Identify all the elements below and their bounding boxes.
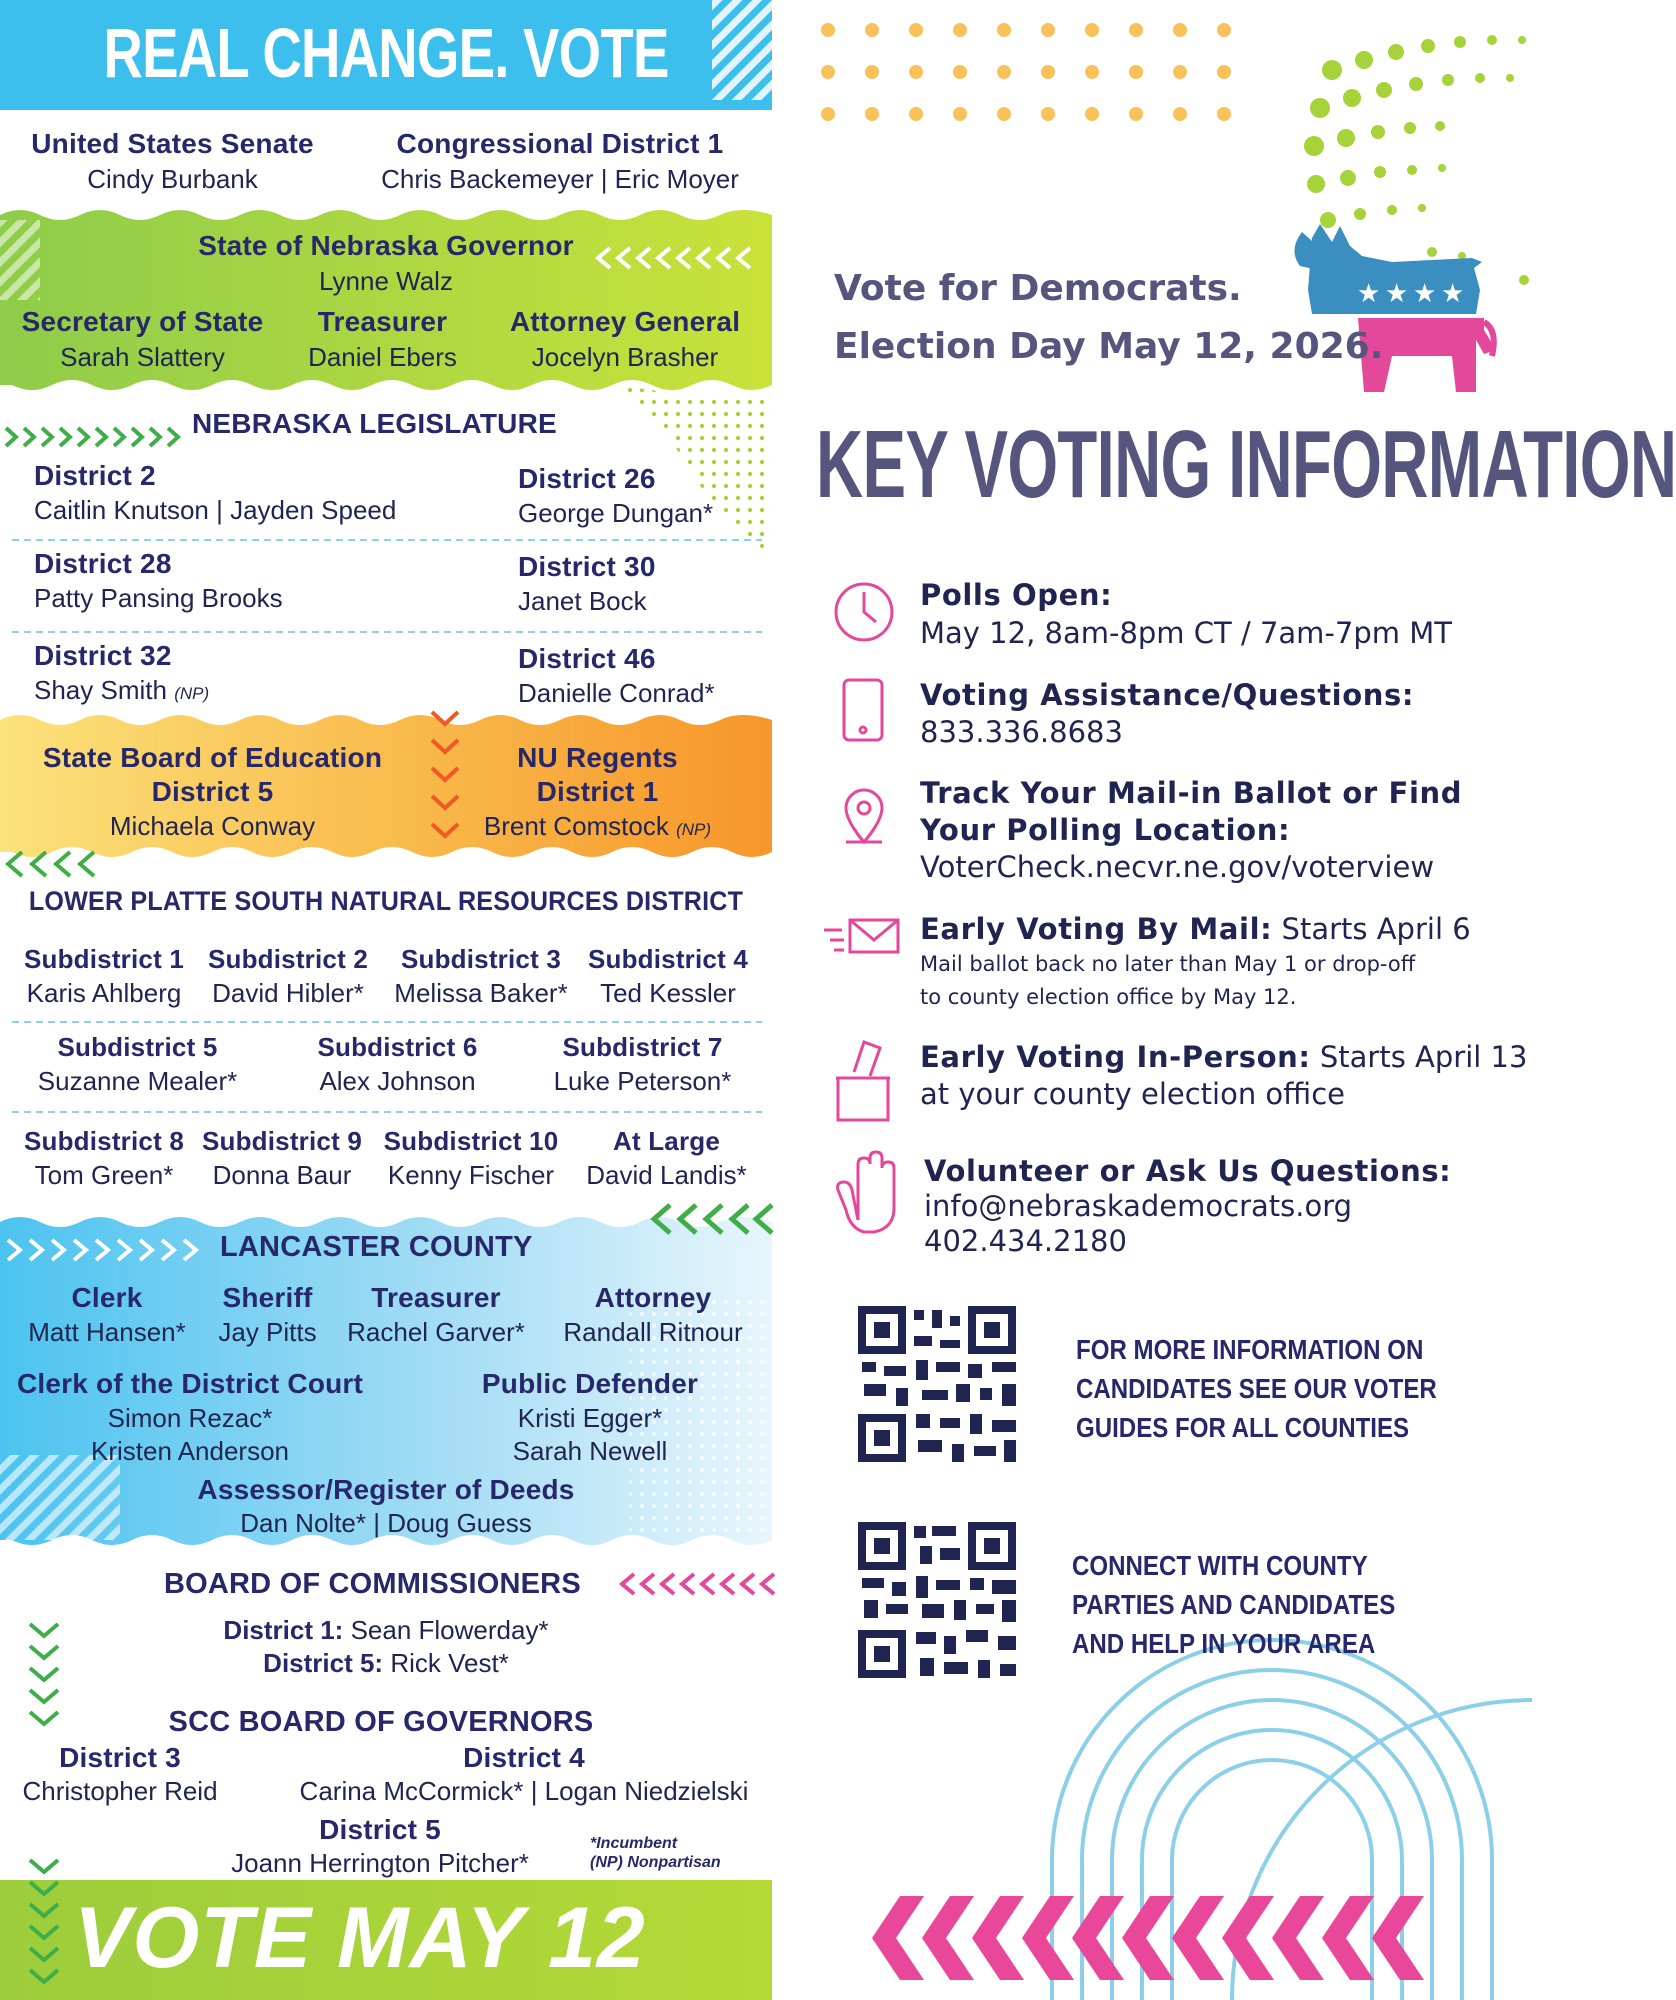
nrd-sub1-name: Karis Ahlberg	[26, 978, 182, 1008]
leg-d30-name: Janet Bock	[518, 586, 647, 616]
leg-d28-name: Patty Pansing Brooks	[34, 583, 283, 613]
nrd-atlarge-title: At Large	[612, 1126, 721, 1156]
nrd-sub6-title: Subdistrict 6	[317, 1032, 478, 1062]
svg-text:★: ★	[1385, 279, 1409, 309]
county-sheriff-name: Jay Pitts	[218, 1317, 317, 1347]
nrd-sub9-name: Donna Baur	[212, 1160, 352, 1190]
nrd-sub3-name: Melissa Baker*	[394, 978, 568, 1008]
sbe-district: District 5	[151, 776, 274, 807]
qr1-caption	[1076, 1330, 1437, 1447]
legend	[590, 1834, 721, 1872]
qr2-line2: PARTIES AND CANDIDATES	[1072, 1589, 1396, 1620]
qr-codes	[858, 1306, 1016, 1678]
icon-group	[824, 584, 898, 1232]
governor-name: Lynne Walz	[319, 266, 453, 296]
governor-title: State of Nebraska Governor	[198, 230, 574, 261]
scc-d5-title: District 5	[319, 1814, 441, 1845]
intro-line1: Vote for Democrats.	[834, 268, 1242, 309]
assist-phone: 833.336.8683	[920, 715, 1123, 749]
nrd-sub3-title: Subdistrict 3	[400, 944, 562, 974]
nrd-sub9-title: Subdistrict 9	[201, 1126, 363, 1156]
defender-name1: Kristi Egger*	[517, 1403, 663, 1433]
inperson-line2: at your county election office	[920, 1077, 1346, 1111]
scc-d4-title: District 4	[463, 1742, 585, 1773]
secretary-title: Secretary of State	[21, 306, 264, 337]
leg-d32-name: Shay Smith	[34, 675, 167, 705]
leg-d32-tag: (NP)	[174, 684, 210, 703]
nrd-sub2-name: David Hibler*	[212, 978, 364, 1008]
mail-note-2: to county election office by May 12.	[920, 985, 1297, 1009]
ballot-column	[0, 0, 772, 2000]
legend-nonpartisan: (NP) Nonpartisan	[590, 1854, 721, 1871]
mail-label: Early Voting By Mail:	[920, 912, 1273, 946]
volunteer-phone[interactable]: 402.434.2180	[924, 1224, 1127, 1258]
nrd-sub8-title: Subdistrict 8	[23, 1126, 185, 1156]
comm-d1	[0, 1615, 772, 1646]
qr1-line1: FOR MORE INFORMATION ON	[1076, 1334, 1424, 1365]
banner-title: REAL CHANGE. VOTE LOCAL.	[103, 14, 669, 182]
nrd-sub7-title: Subdistrict 7	[562, 1032, 723, 1062]
track-label-1: Track Your Mail-in Ballot or Find	[920, 776, 1463, 810]
intro	[834, 260, 1383, 376]
info-column	[772, 0, 1676, 2000]
nrd-sub6-name: Alex Johnson	[319, 1066, 476, 1096]
sbe-name: Michaela Conway	[109, 811, 316, 841]
scc-title: SCC BOARD OF GOVERNORS	[168, 1706, 594, 1738]
leg-d28-title: District 28	[34, 548, 172, 579]
leg-d2-title: District 2	[34, 460, 156, 491]
legend-incumbent: *Incumbent	[590, 1835, 678, 1852]
leg-d46-name: Danielle Conrad*	[518, 678, 715, 708]
nrd-sub5-name: Suzanne Mealer*	[37, 1066, 238, 1096]
state-treasurer-title: Treasurer	[317, 306, 448, 337]
qr1-line3: GUIDES FOR ALL COUNTIES	[1076, 1412, 1410, 1443]
nrd-sub8-name: Tom Green*	[34, 1160, 174, 1190]
congress-name: Chris Backemeyer | Eric Moyer	[381, 164, 739, 194]
polls-value: May 12, 8am-8pm CT / 7am-7pm MT	[920, 616, 1452, 650]
qr2-caption	[1072, 1546, 1395, 1663]
defender-title: Public Defender	[481, 1368, 699, 1399]
mail-value: Starts April 6	[1272, 912, 1471, 946]
county-clerk-name: Matt Hansen*	[28, 1317, 186, 1347]
leg-d30-title: District 30	[518, 551, 656, 582]
county-title: LANCASTER COUNTY	[220, 1231, 533, 1263]
scc-d4-name: Carina McCormick* | Logan Niedzielski	[299, 1776, 749, 1806]
attorney-general-title: Attorney General	[509, 306, 741, 337]
county-clerk-title: Clerk	[71, 1282, 143, 1313]
comm-d5-label: District 5:	[263, 1648, 384, 1678]
inperson-row	[920, 1040, 1527, 1074]
assessor-title: Assessor/Register of Deeds	[197, 1474, 575, 1505]
court-clerk-name2: Kristen Anderson	[90, 1436, 289, 1466]
qr1-line2: CANDIDATES SEE OUR VOTER	[1076, 1373, 1437, 1404]
assessor-name: Dan Nolte* | Doug Guess	[240, 1508, 532, 1538]
mail-note-1: Mail ballot back no later than May 1 or drop-off	[920, 952, 1416, 976]
regents-title: NU Regents	[517, 742, 678, 773]
nrd-sub4-name: Ted Kessler	[600, 978, 736, 1008]
attorney-general-name: Jocelyn Brasher	[531, 342, 719, 372]
mail-row	[920, 912, 1471, 946]
nrd-title: LOWER PLATTE SOUTH NATURAL RESOURCES DISTRICT	[28, 886, 744, 916]
assist-label: Voting Assistance/Questions:	[920, 678, 1415, 712]
intro-line2: Election Day May 12, 2026.	[834, 326, 1384, 367]
county-treasurer-title: Treasurer	[371, 1282, 501, 1313]
scc-d3-name: Christopher Reid	[22, 1776, 218, 1806]
nrd-sub5-title: Subdistrict 5	[57, 1032, 218, 1062]
court-clerk-name1: Simon Rezac*	[107, 1403, 273, 1433]
leg-d26-name: George Dungan*	[518, 498, 714, 528]
nrd-sub7-name: Luke Peterson*	[553, 1066, 732, 1096]
regents-name: Brent Comstock	[483, 811, 669, 841]
volunteer-email[interactable]: info@nebraskademocrats.org	[924, 1189, 1353, 1223]
qr2-line3: AND HELP IN YOUR AREA	[1072, 1628, 1376, 1659]
secretary-name: Sarah Slattery	[60, 342, 225, 372]
svg-text:★: ★	[1413, 279, 1437, 309]
polls-label: Polls Open:	[920, 578, 1113, 612]
commissioners-title: BOARD OF COMMISSIONERS	[164, 1568, 581, 1600]
inperson-value: Starts April 13	[1310, 1040, 1528, 1074]
court-clerk-title: Clerk of the District Court	[16, 1368, 364, 1399]
nrd-sub10-name: Kenny Fischer	[387, 1160, 555, 1190]
comm-d5-name: Rick Vest*	[383, 1648, 509, 1678]
senate-title: United States Senate	[31, 128, 314, 159]
leg-d2-name: Caitlin Knutson | Jayden Speed	[34, 495, 397, 525]
regents-district: District 1	[536, 776, 659, 807]
sbe-title: State Board of Education	[42, 742, 383, 773]
svg-text:★: ★	[1357, 279, 1381, 309]
nrd-sub4-title: Subdistrict 4	[587, 944, 749, 974]
comm-d1-label: District 1:	[223, 1615, 344, 1645]
scc-d3-title: District 3	[59, 1742, 181, 1773]
nrd-sub1-title: Subdistrict 1	[23, 944, 185, 974]
voter-check-link[interactable]: VoterCheck.necvr.ne.gov/voterview	[920, 850, 1435, 884]
regents-name-row	[460, 811, 735, 842]
leg-d46-title: District 46	[518, 643, 656, 674]
vote-may-12: VOTE MAY 12	[74, 1890, 646, 1986]
chevrons-legislature	[6, 428, 178, 446]
comm-d1-name: Sean Flowerday*	[343, 1615, 549, 1645]
qr2-line1: CONNECT WITH COUNTY	[1072, 1550, 1368, 1581]
nrd-sub10-title: Subdistrict 10	[383, 1126, 559, 1156]
state-treasurer-name: Daniel Ebers	[308, 342, 457, 372]
leg-d26-title: District 26	[518, 463, 656, 494]
inperson-label: Early Voting In-Person:	[920, 1040, 1311, 1074]
comm-d5	[0, 1648, 772, 1679]
county-attorney-title: Attorney	[594, 1282, 712, 1313]
scc-d5-name: Joann Herrington Pitcher*	[231, 1848, 529, 1878]
leg-d32-title: District 32	[34, 640, 172, 671]
legislature-title: NEBRASKA LEGISLATURE	[192, 408, 557, 439]
congress-title: Congressional District 1	[396, 128, 724, 159]
county-sheriff-title: Sheriff	[222, 1282, 313, 1313]
county-attorney-name: Randall Ritnour	[563, 1317, 743, 1347]
defender-name2: Sarah Newell	[512, 1436, 668, 1466]
nrd-sub2-title: Subdistrict 2	[207, 944, 369, 974]
key-voting-title: KEY VOTING INFORMATION	[816, 411, 1676, 518]
volunteer-label: Volunteer or Ask Us Questions:	[924, 1154, 1452, 1188]
track-label-2: Your Polling Location:	[920, 813, 1291, 847]
svg-text:★: ★	[1441, 279, 1465, 309]
nrd-atlarge-name: David Landis*	[586, 1160, 747, 1190]
regents-tag: (NP)	[676, 820, 712, 839]
county-treasurer-name: Rachel Garver*	[347, 1317, 525, 1347]
senate-name: Cindy Burbank	[87, 164, 258, 194]
leg-d32-name-row	[34, 675, 209, 706]
